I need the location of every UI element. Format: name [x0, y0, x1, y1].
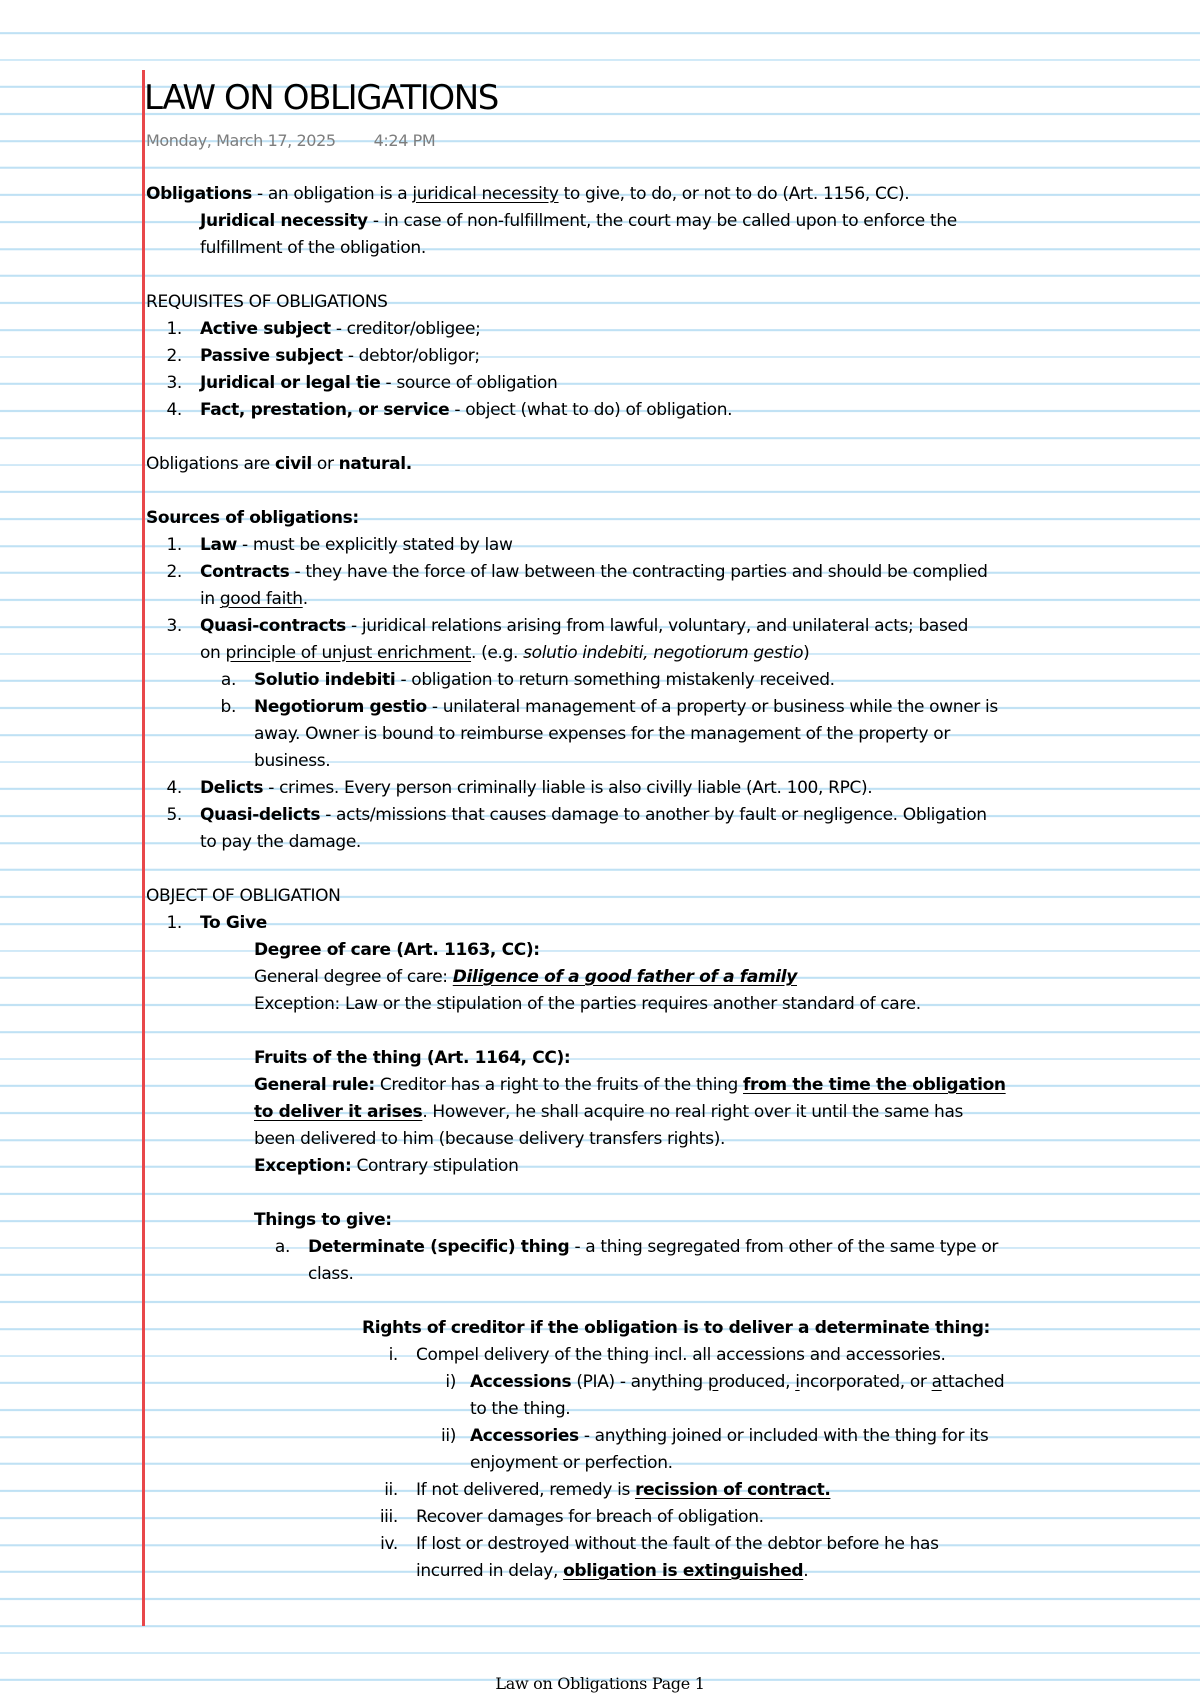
rule-emphasis: to deliver it arises — [254, 1102, 423, 1122]
accessories-item-continued: enjoyment or perfection. — [470, 1453, 673, 1473]
subitem-continued: away. Owner is bound to reimburse expenses for the management of the property or — [254, 724, 950, 744]
obligations-text: to give, to do, or not to do (Art. 1156, CC). — [558, 184, 910, 204]
thing-term: Determinate (specific) thing — [308, 1237, 570, 1257]
requisite-term: Fact, prestation, or service — [200, 400, 450, 420]
accession-text: ncorporated, or — [799, 1372, 932, 1392]
kinds-text: Obligations are — [146, 454, 275, 474]
list-number: 4. — [166, 400, 182, 420]
sources-heading: Sources of obligations: — [146, 508, 359, 528]
list-number: 5. — [166, 805, 182, 825]
source-text: . (e.g. — [471, 643, 524, 663]
kinds-text: . — [405, 454, 412, 474]
source-text: - acts/missions that causes damage to another by fault or negligence. Obligation — [320, 805, 987, 825]
quasi-contract-subitem — [200, 694, 1080, 721]
source-item-continued: to pay the damage. — [200, 832, 361, 852]
things-item-continued: class. — [308, 1264, 354, 1284]
source-text: - juridical relations arising from lawful, voluntary, and unilateral acts; based — [345, 616, 969, 636]
requisite-text: - debtor/obligor; — [342, 346, 480, 366]
accession-text: (PIA) - anything — [571, 1372, 708, 1392]
kinds-text: or — [311, 454, 339, 474]
degree-of-care-heading: Degree of care (Art. 1163, CC): — [254, 940, 540, 960]
rule-label: General rule: — [254, 1075, 375, 1095]
source-text: . — [302, 589, 308, 609]
accession-text: ttached — [941, 1372, 1005, 1392]
rule-text: . However, he shall acquire no real right over it until the same has — [422, 1102, 964, 1122]
source-item — [146, 802, 1106, 829]
object-heading: OBJECT OF OBLIGATION — [146, 886, 341, 906]
source-text: - they have the force of law between the contracting parties and should be complied — [289, 562, 988, 582]
kinds-civil: civil — [274, 454, 312, 474]
thing-text: - a thing segregated from other of the same type or — [569, 1237, 999, 1257]
good-faith-underline: good faith — [219, 589, 303, 609]
things-heading: Things to give: — [254, 1210, 392, 1230]
list-number: 3. — [166, 616, 182, 636]
list-letter: a. — [220, 670, 236, 690]
recission-underline: recission of contract. — [635, 1480, 831, 1500]
general-degree-of-care — [254, 964, 797, 991]
requisite-term: Juridical or legal tie — [200, 373, 381, 393]
source-item-continued — [200, 640, 809, 667]
fruits-general-rule-continued — [254, 1099, 963, 1126]
mnemonic-letter: p — [707, 1372, 719, 1392]
requisites-item — [146, 316, 1046, 343]
accession-text: roduced, — [718, 1372, 796, 1392]
requisite-term: Passive subject — [200, 346, 343, 366]
source-item — [146, 613, 1106, 640]
list-roman: ii. — [384, 1480, 398, 1500]
rule-text: Creditor has a right to the fruits of the thing — [374, 1075, 744, 1095]
requisite-text: - source of obligation — [380, 373, 558, 393]
quasi-contract-subitem — [200, 667, 1080, 694]
list-number: 1. — [166, 319, 182, 339]
creditor-rights-heading: Rights of creditor if the obligation is to deliver a determinate thing: — [362, 1318, 991, 1338]
source-item — [146, 532, 1106, 559]
source-term: Contracts — [200, 562, 290, 582]
list-roman: i. — [388, 1345, 398, 1365]
list-number: 2. — [166, 346, 182, 366]
list-paren: ii) — [440, 1426, 456, 1446]
source-item — [146, 559, 1106, 586]
mnemonic-letter: i — [795, 1372, 800, 1392]
juridical-necessity-term: Juridical necessity — [200, 211, 368, 231]
list-letter: a. — [274, 1237, 290, 1257]
requisites-item — [146, 343, 1046, 370]
accessories-text: - anything joined or included with the thing for its — [578, 1426, 989, 1446]
list-number: 3. — [166, 373, 182, 393]
obligations-term: Obligations — [146, 184, 252, 204]
juridical-necessity-underline: juridical necessity — [412, 184, 559, 204]
obligations-definition — [146, 181, 909, 208]
right-text: incurred in delay, — [416, 1561, 564, 1581]
page-timestamp — [146, 128, 435, 154]
accession-item-continued: to the thing. — [470, 1399, 571, 1419]
creditor-right-item — [362, 1504, 1062, 1531]
creditor-right-item — [362, 1531, 1062, 1558]
subitem-text: - unilateral management of a property or business while the owner is — [426, 697, 998, 717]
list-number: 1. — [166, 535, 182, 555]
fruits-general-rule — [254, 1072, 1006, 1099]
list-number: 4. — [166, 778, 182, 798]
list-number: 2. — [166, 562, 182, 582]
list-paren: i) — [445, 1372, 456, 1392]
accessories-term: Accessories — [470, 1426, 579, 1446]
fruits-general-rule-continued: been delivered to him (because delivery transfers rights). — [254, 1129, 726, 1149]
creditor-right-item — [362, 1477, 1062, 1504]
rule-emphasis: from the time the obligation — [743, 1075, 1006, 1095]
source-examples-italic: solutio indebiti, negotiorum gestio — [523, 643, 804, 663]
page-time: 4:24 PM — [373, 131, 436, 150]
obligations-kinds — [146, 451, 412, 478]
source-term: Law — [200, 535, 237, 555]
source-text: in — [200, 589, 220, 609]
fruits-heading: Fruits of the thing (Art. 1164, CC): — [254, 1048, 571, 1068]
source-item — [146, 775, 1106, 802]
right-text: . — [803, 1561, 809, 1581]
requisites-heading: REQUISITES OF OBLIGATIONS — [146, 292, 388, 312]
exception-text: Contrary stipulation — [351, 1156, 519, 1176]
list-number: 1. — [166, 913, 182, 933]
care-label: General degree of care: — [254, 967, 453, 987]
source-term: Delicts — [200, 778, 264, 798]
requisite-term: Active subject — [200, 319, 331, 339]
requisites-item — [146, 397, 1046, 424]
creditor-right-continued — [416, 1558, 808, 1585]
requisites-item — [146, 370, 1046, 397]
object-term: To Give — [200, 913, 267, 933]
subitem-text: - obligation to return something mistakenly received. — [395, 670, 835, 690]
accessories-item — [416, 1423, 1056, 1450]
care-value: Diligence of a good father of a family — [452, 967, 797, 987]
subitem-term: Negotiorum gestio — [254, 697, 427, 717]
extinguished-underline: obligation is extinguished — [563, 1561, 804, 1581]
mnemonic-letter: a — [931, 1372, 942, 1392]
fruits-exception — [254, 1153, 519, 1180]
juridical-necessity-continued: fulfillment of the obligation. — [200, 238, 426, 258]
kinds-natural: natural — [338, 454, 406, 474]
juridical-necessity-text: - in case of non-fulfillment, the court may be called upon to enforce the — [367, 211, 957, 231]
accessions-term: Accessions — [470, 1372, 572, 1392]
object-item — [146, 910, 746, 937]
things-item — [254, 1234, 1074, 1261]
source-term: Quasi-contracts — [200, 616, 346, 636]
care-exception: Exception: Law or the stipulation of the parties requires another standard of care. — [254, 994, 921, 1014]
accession-item — [416, 1369, 1056, 1396]
source-text: - crimes. Every person criminally liable is also civilly liable (Art. 100, RPC). — [263, 778, 873, 798]
page-footer: Law on Obligations Page 1 — [495, 1674, 705, 1693]
list-letter: b. — [220, 697, 236, 717]
juridical-necessity-definition — [200, 208, 957, 235]
source-term: Quasi-delicts — [200, 805, 321, 825]
exception-label: Exception: — [254, 1156, 352, 1176]
subitem-continued: business. — [254, 751, 331, 771]
right-text: If not delivered, remedy is — [416, 1480, 636, 1500]
requisite-text: - creditor/obligee; — [330, 319, 481, 339]
list-roman: iii. — [379, 1507, 398, 1527]
creditor-right-item — [362, 1342, 1062, 1369]
source-text: on — [200, 643, 226, 663]
right-text: Recover damages for breach of obligation. — [416, 1507, 764, 1527]
page-title: LAW ON OBLIGATIONS — [144, 78, 498, 118]
right-text: If lost or destroyed without the fault of the debtor before he has — [416, 1534, 939, 1554]
list-roman: iv. — [380, 1534, 398, 1554]
subitem-term: Solutio indebiti — [254, 670, 396, 690]
page-date: Monday, March 17, 2025 — [146, 131, 336, 150]
source-text: - must be explicitly stated by law — [236, 535, 513, 555]
source-item-continued — [200, 586, 308, 613]
source-text: ) — [803, 643, 810, 663]
requisite-text: - object (what to do) of obligation. — [449, 400, 733, 420]
right-text: Compel delivery of the thing incl. all accessions and accessories. — [416, 1345, 946, 1365]
unjust-enrichment-underline: principle of unjust enrichment — [225, 643, 472, 663]
obligations-text: - an obligation is a — [251, 184, 413, 204]
